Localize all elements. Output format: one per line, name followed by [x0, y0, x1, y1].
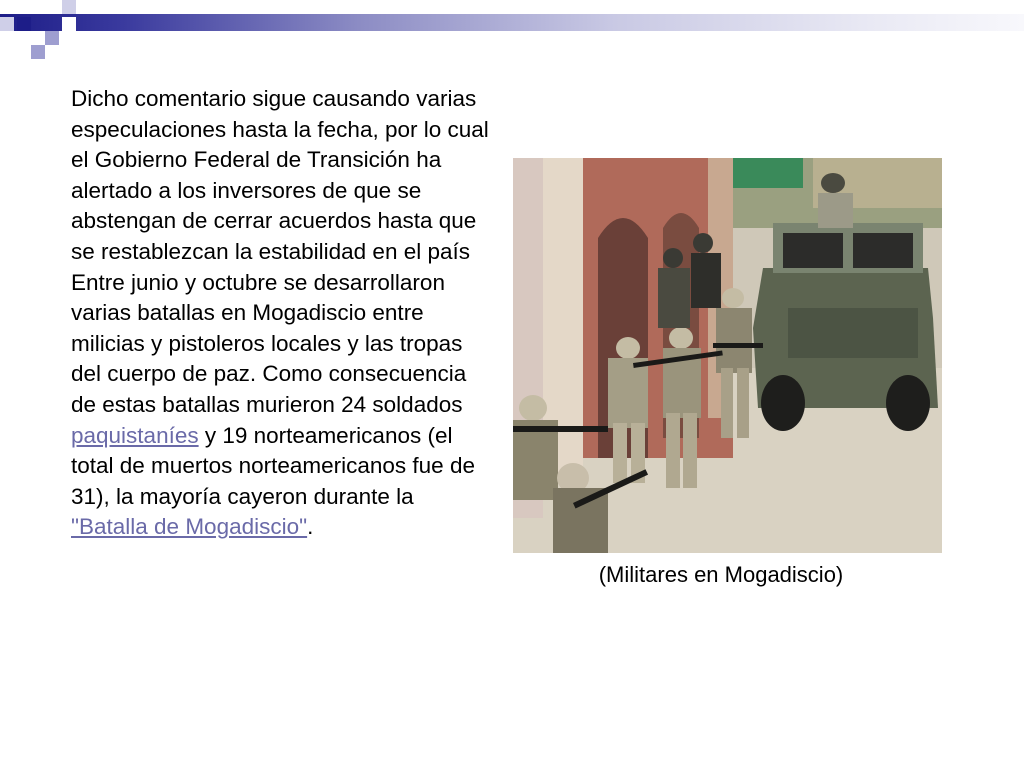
paragraph-2-end: .	[307, 514, 314, 540]
deco-square	[31, 45, 45, 59]
paragraph-2-text-cont: y 19 norteamericanos (el total de muertos norteamericanos fue de 31), la mayoría cayeron durante la	[71, 422, 475, 509]
deco-square	[17, 0, 31, 14]
photo-caption: (Militares en Mogadiscio)	[598, 562, 844, 587]
deco-square	[0, 17, 14, 31]
deco-square	[62, 0, 76, 14]
link-batalla-de-mogadiscio[interactable]: "Batalla de Mogadiscio"	[71, 514, 308, 540]
deco-square	[31, 31, 45, 45]
slide-body-text	[71, 84, 491, 543]
paragraph-2	[71, 268, 491, 543]
link-paquistanies[interactable]: paquistaníes	[71, 422, 199, 448]
paragraph-1: Dicho comentario sigue causando varias especulaciones hasta la fecha, por lo cual el Gobierno Federal de Transición ha alertado a los inversores de que se abstengan de cerrar acuerdos hasta que se restablezcan la estabilidad en el país	[71, 86, 489, 264]
header-gradient-band	[0, 14, 1024, 31]
paragraph-2-text: Entre junio y octubre se desarrollaron varias batallas en Mogadiscio entre milicias y pistoleros locales y las tropas del cuerpo de paz. Como consecuencia de estas batallas murieron 24 soldados	[71, 269, 467, 417]
deco-square	[17, 17, 31, 31]
deco-square	[45, 31, 59, 45]
soldiers-photo	[513, 158, 942, 553]
deco-square	[62, 17, 76, 31]
